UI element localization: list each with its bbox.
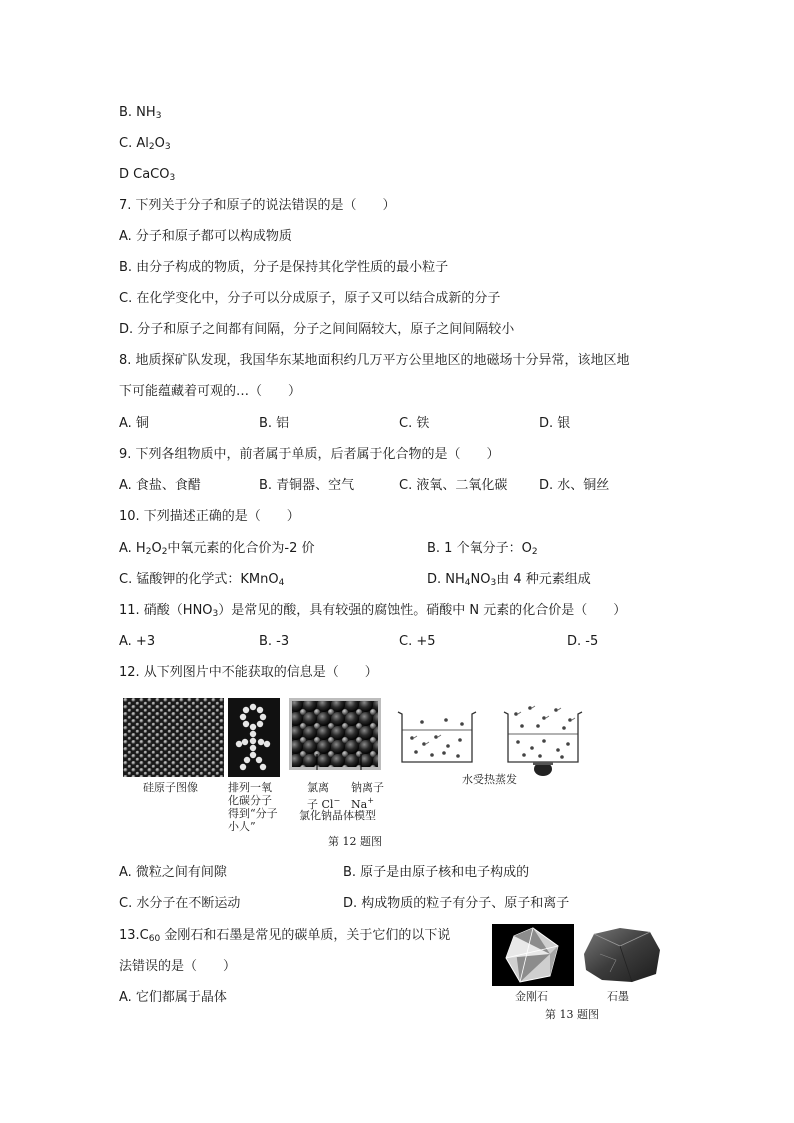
water-evaporation-diagram	[392, 700, 592, 780]
question-11-option-c: C. +5	[399, 634, 436, 649]
question-9-option-d: D. 水、铜丝	[539, 478, 610, 493]
question-12-stem: 12. 从下列图片中不能获取的信息是（ ）	[119, 665, 378, 680]
silicon-atom-image	[123, 698, 224, 777]
caption-cl-line1: 氯离	[307, 781, 329, 794]
caption-silicon-atom: 硅原子图像	[143, 781, 198, 794]
question-12-option-b: B. 原子是由原子核和电子构成的	[343, 865, 530, 880]
nacl-crystal-model-image	[289, 698, 381, 770]
question-7-option-b: B. 由分子构成的物质，分子是保持其化学性质的最小粒子	[119, 260, 449, 275]
question-7-option-a: A. 分子和原子都可以构成物质	[119, 229, 292, 244]
question-10-stem: 10. 下列描述正确的是（ ）	[119, 509, 300, 524]
question-11-option-a: A. +3	[119, 634, 156, 649]
figure-12-title: 第 12 题图	[328, 835, 382, 848]
question-8-option-a: A. 铜	[119, 416, 149, 431]
question-8-option-c: C. 铁	[399, 416, 430, 431]
question-12-option-c: C. 水分子在不断运动	[119, 896, 241, 911]
question-12-option-d: D. 构成物质的粒子有分子、原子和离子	[343, 896, 570, 911]
question-9-option-c: C. 液氧、二氧化碳	[399, 478, 508, 493]
question-9-option-a: A. 食盐、食醋	[119, 478, 201, 493]
caption-na-line2: Na+	[351, 796, 374, 811]
caption-co-line1: 排列一氧	[228, 781, 272, 794]
question-10-option-b: B. 1 个氧分子：$O_2$	[427, 541, 538, 557]
caption-diamond: 金刚石	[515, 990, 548, 1003]
question-10-option-c: C. 锰酸钾的化学式：KMnO$_4$	[119, 572, 285, 588]
question-8-option-b: B. 铝	[259, 416, 290, 431]
option-b-nh3: B. $NH_3$	[119, 105, 162, 121]
question-7-stem: 7. 下列关于分子和原子的说法错误的是（ ）	[119, 198, 396, 213]
caption-co-line4: 小人”	[228, 820, 256, 833]
question-8-stem-line1: 8. 地质探矿队发现，我国华东某地面积约几万平方公里地区的地磁场十分异常，该地区地	[119, 353, 630, 368]
co-molecule-man-image	[228, 698, 280, 777]
question-10-option-a: A. $H_2O_2$中氧元素的化合价为-2 价	[119, 541, 315, 557]
caption-cl-line2: 子 Cl−	[307, 796, 341, 811]
question-13-stem-line2: 法错误的是（ ）	[119, 959, 237, 974]
question-13-stem-line1: $13.C_{60}$ 金刚石和石墨是常见的碳单质，关于它们的以下说	[119, 928, 451, 944]
question-7-option-d: D. 分子和原子之间都有间隔，分子之间间隔较大，原子之间间隔较小	[119, 322, 515, 337]
question-12-option-a: A. 微粒之间有间隙	[119, 865, 227, 880]
caption-graphite: 石墨	[607, 990, 629, 1003]
question-11-option-d: D. -5	[567, 634, 599, 649]
question-7-option-c: C. 在化学变化中，分子可以分成原子，原子又可以结合成新的分子	[119, 291, 501, 306]
figure-13-title: 第 13 题图	[545, 1008, 599, 1021]
caption-co-line3: 得到“分子	[228, 807, 278, 820]
option-c-al2o3: C. $Al_2O_3$	[119, 136, 171, 152]
question-11-option-b: B. -3	[259, 634, 290, 649]
question-8-option-d: D. 银	[539, 416, 571, 431]
caption-nacl-model: 氯化钠晶体模型	[299, 809, 376, 822]
caption-na-line1: 钠离子	[351, 781, 384, 794]
question-9-stem: 9. 下列各组物质中，前者属于单质，后者属于化合物的是（ ）	[119, 447, 500, 462]
question-8-stem-line2: 下可能蕴藏着可观的…（ ）	[119, 384, 302, 399]
question-11-stem: 11. 硝酸$(HNO_3)$是常见的酸，具有较强的腐蚀性。硝酸中 N 元素的化合价是（ ）	[119, 603, 627, 619]
diamond-image	[492, 924, 574, 986]
option-d-caco3: D CaCO$_3$	[119, 167, 176, 183]
graphite-image	[580, 924, 662, 986]
caption-co-line2: 化碳分子	[228, 794, 272, 807]
question-13-option-a: A. 它们都属于晶体	[119, 990, 227, 1005]
caption-water-evaporation: 水受热蒸发	[462, 773, 517, 786]
question-10-option-d: D. $NH_4NO_3$由 4 种元素组成	[427, 572, 591, 588]
question-9-option-b: B. 青铜器、空气	[259, 478, 355, 493]
